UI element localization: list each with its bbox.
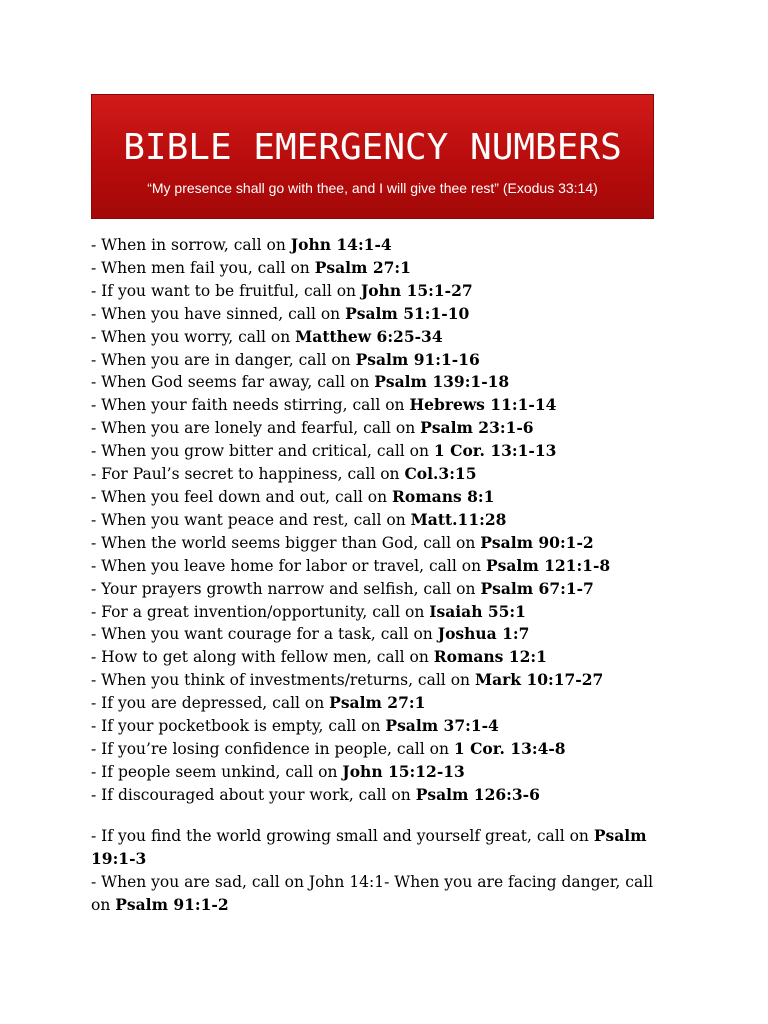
item-text: - If your pocketbook is empty, call on: [91, 717, 386, 736]
scripture-reference: Psalm 121:1-8: [486, 555, 611, 575]
banner-title: BIBLE EMERGENCY NUMBERS: [123, 127, 622, 168]
paragraph-sad: [91, 871, 671, 917]
banner-quote: “My presence shall go with thee, and I will give thee rest” (Exodus 33:14): [147, 180, 598, 196]
scripture-reference: Col.3:15: [404, 464, 477, 484]
list-item: [91, 761, 691, 784]
list-item: [91, 623, 691, 646]
item-text: - When God seems far away, call on: [91, 373, 375, 392]
item-text: - When you have sinned, call on: [91, 304, 346, 323]
item-text: - When you want peace and rest, call on: [91, 510, 411, 529]
item-text: - If people seem unkind, call on: [91, 762, 343, 781]
scripture-reference: Hebrews 11:1-14: [409, 395, 557, 415]
item-text: - When you feel down and out, call on: [91, 487, 393, 506]
header-banner: [91, 94, 654, 219]
list-item: [91, 417, 691, 440]
item-text: - For a great invention/opportunity, call on: [91, 602, 430, 621]
scripture-reference: Psalm 23:1-6: [420, 418, 534, 438]
emergency-list: [91, 234, 691, 807]
scripture-reference: Isaiah 55:1: [429, 601, 526, 621]
scripture-reference: John 15:1-27: [360, 280, 473, 300]
scripture-reference: Matt.11:28: [410, 509, 507, 529]
list-item: [91, 601, 691, 624]
item-text: - When the world seems bigger than God, call on: [91, 533, 481, 552]
scripture-reference: Psalm 19:1-3: [91, 826, 647, 868]
scripture-reference: Matthew 6:25-34: [295, 326, 443, 346]
scripture-reference: Mark 10:17-27: [474, 670, 604, 690]
item-text: - If you are depressed, call on: [91, 694, 330, 713]
list-item: [91, 394, 691, 417]
scripture-reference: Psalm 126:3-6: [415, 784, 540, 804]
paragraph-text: - If you find the world growing small and yourself great, call on: [91, 827, 594, 845]
item-text: - If you’re losing confidence in people, call on: [91, 739, 454, 758]
scripture-reference: John 15:12-13: [342, 761, 465, 781]
scripture-reference: Joshua 1:7: [437, 624, 530, 644]
scripture-reference: Psalm 51:1-10: [345, 303, 470, 323]
list-item: [91, 532, 691, 555]
scripture-reference: Psalm 67:1-7: [480, 578, 594, 598]
list-item: [91, 280, 691, 303]
list-item: [91, 463, 691, 486]
list-item: [91, 440, 691, 463]
item-text: - When you are lonely and fearful, call on: [91, 419, 421, 438]
list-item: [91, 669, 691, 692]
scripture-reference: John 14:1-4: [290, 235, 392, 254]
scripture-reference: Psalm 91:1-16: [355, 349, 480, 369]
scripture-reference: Psalm 90:1-2: [480, 532, 594, 552]
item-text: - When you think of investments/returns, call on: [91, 671, 475, 690]
item-text: - When you want courage for a task, call on: [91, 625, 438, 644]
item-text: - When men fail you, call on: [91, 258, 315, 277]
scripture-reference: Psalm 139:1-18: [374, 372, 510, 392]
list-item: [91, 257, 691, 280]
item-text: - For Paul’s secret to happiness, call on: [91, 465, 405, 484]
list-item: [91, 234, 691, 257]
scripture-reference: 1 Cor. 13:4-8: [453, 738, 566, 758]
paragraph-world: [91, 825, 671, 871]
item-text: - How to get along with fellow men, call on: [91, 648, 434, 667]
list-item: [91, 578, 691, 601]
item-text: - When you grow bitter and critical, call on: [91, 442, 434, 461]
list-item: [91, 555, 691, 578]
item-text: - If discouraged about your work, call on: [91, 785, 416, 804]
list-item: [91, 692, 691, 715]
scripture-reference: Psalm 27:1: [314, 257, 411, 277]
item-text: - Your prayers growth narrow and selfish, call on: [91, 579, 481, 598]
list-item: [91, 349, 691, 372]
item-text: - When you worry, call on: [91, 327, 296, 346]
item-text: - When you leave home for labor or travel, call on: [91, 556, 486, 575]
list-item: [91, 715, 691, 738]
list-item: [91, 738, 691, 761]
paragraph-text: - When you are sad, call on John 14:1- When you are facing danger, call on: [91, 873, 654, 914]
list-item: [91, 646, 691, 669]
list-item: [91, 486, 691, 509]
scripture-reference: Romans 8:1: [392, 486, 495, 506]
list-item: [91, 784, 691, 807]
scripture-reference: 1 Cor. 13:1-13: [433, 441, 557, 461]
scripture-reference: Psalm 27:1: [329, 693, 426, 713]
item-text: - When your faith needs stirring, call on: [91, 396, 410, 415]
item-text: - When in sorrow, call on: [91, 236, 291, 254]
item-text: - When you are in danger, call on: [91, 350, 356, 369]
list-item: [91, 509, 691, 532]
item-text: - If you want to be fruitful, call on: [91, 281, 361, 300]
scripture-reference: Psalm 91:1-2: [115, 894, 229, 914]
list-item: [91, 371, 691, 394]
scripture-reference: Romans 12:1: [433, 647, 547, 667]
list-item: [91, 326, 691, 349]
scripture-reference: Psalm 37:1-4: [385, 716, 499, 736]
list-item: [91, 303, 691, 326]
